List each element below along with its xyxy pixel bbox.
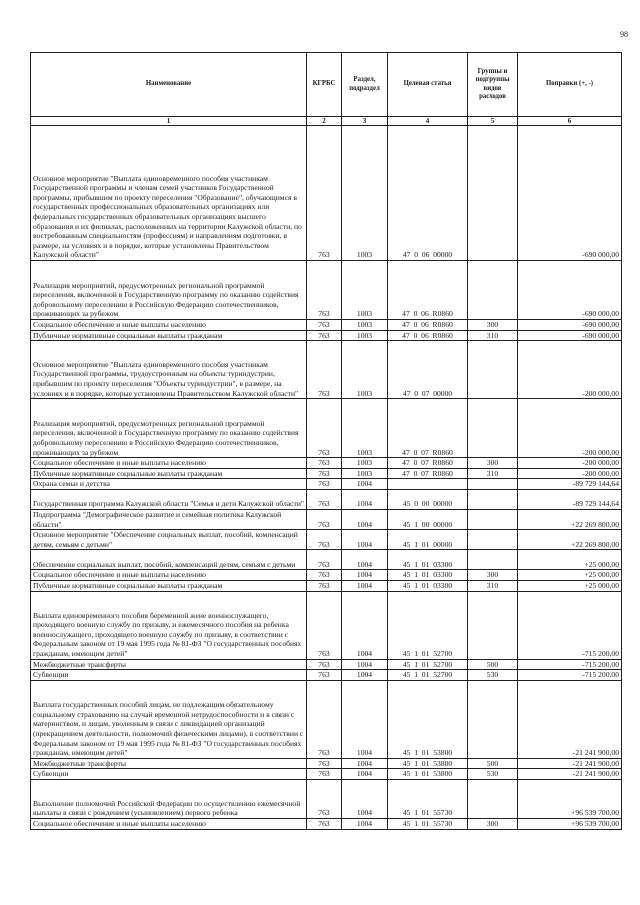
row-section: 1003 bbox=[342, 399, 388, 458]
row-group: 300 bbox=[468, 818, 518, 829]
row-section: 1004 bbox=[342, 758, 388, 769]
row-section: 1004 bbox=[342, 591, 388, 659]
row-section: 1004 bbox=[342, 530, 388, 550]
row-section: 1004 bbox=[342, 509, 388, 529]
row-section: 1004 bbox=[342, 550, 388, 570]
row-target: 47 0 07 R0860 bbox=[388, 399, 468, 458]
row-group: 530 bbox=[468, 769, 518, 780]
column-number: 4 bbox=[388, 117, 468, 126]
table-row bbox=[31, 530, 622, 550]
row-amount: -690 000,00 bbox=[518, 126, 622, 261]
row-amount: -200 000,00 bbox=[518, 399, 622, 458]
row-target: 45 1 01 52700 bbox=[388, 659, 468, 670]
table-row bbox=[31, 320, 622, 331]
column-number: 1 bbox=[31, 117, 307, 126]
row-kgrbs: 763 bbox=[307, 550, 342, 570]
row-group: 310 bbox=[468, 330, 518, 341]
row-group bbox=[468, 479, 518, 490]
row-name: Реализация мероприятий, предусмотренных региональной программой переселения, включенной в Государственную программу по оказанию содействия добровольному переселению в Российскую Федерацию соотечественников, проживающих за рубежом bbox=[31, 399, 307, 458]
table-row bbox=[31, 330, 622, 341]
row-amount: -690 000,00 bbox=[518, 320, 622, 331]
row-group: 530 bbox=[468, 670, 518, 681]
row-amount: -715 200,00 bbox=[518, 670, 622, 681]
row-kgrbs: 763 bbox=[307, 458, 342, 469]
row-target: 47 0 07 R0860 bbox=[388, 458, 468, 469]
row-group bbox=[468, 399, 518, 458]
row-name: Обеспечение социальных выплат, пособий, компенсаций детям, семьям с детьми bbox=[31, 550, 307, 570]
budget-amendments-table bbox=[30, 52, 622, 830]
row-section: 1003 bbox=[342, 320, 388, 331]
row-target: 47 0 06 00000 bbox=[388, 126, 468, 261]
row-group bbox=[468, 261, 518, 320]
row-amount: -200 000,00 bbox=[518, 341, 622, 399]
row-kgrbs: 763 bbox=[307, 489, 342, 509]
page-number: 98 bbox=[620, 30, 628, 39]
row-name: Основное мероприятие "Выплата единовременного пособия участникам Государственной программы, трудоустроенным на объекты туриндустрии, прибывшим по проекту переселения "Объекты туриндустрии", в размере, на условиях и в порядке, которые установлены Правительством Калужской области" bbox=[31, 341, 307, 399]
row-section: 1003 bbox=[342, 126, 388, 261]
row-section: 1003 bbox=[342, 458, 388, 469]
row-amount: -21 241 900,00 bbox=[518, 680, 622, 758]
row-kgrbs: 763 bbox=[307, 330, 342, 341]
row-target: 45 1 01 52700 bbox=[388, 670, 468, 681]
row-amount: +22 269 800,00 bbox=[518, 509, 622, 529]
row-group bbox=[468, 341, 518, 399]
row-name: Выплата государственных пособий лицам, не подлежащим обязательному социальному страхованию на случай временной нетрудоспособности и в связи с материнством, и лицам, уволенным в связи с ликвидацией организаций (прекращением деятельности, полномочий физическими лицами), в соответствии с Федеральным законом от 19 мая 1995 года № 81-ФЗ "О государственных пособиях гражданам, имеющим детей" bbox=[31, 680, 307, 758]
header-group: Группы и подгруппы видов расходов bbox=[468, 53, 518, 117]
row-target: 45 1 01 55730 bbox=[388, 818, 468, 829]
row-amount: -690 000,00 bbox=[518, 261, 622, 320]
row-target: 45 1 01 52700 bbox=[388, 591, 468, 659]
row-group bbox=[468, 680, 518, 758]
row-kgrbs: 763 bbox=[307, 591, 342, 659]
row-kgrbs: 763 bbox=[307, 769, 342, 780]
row-target: 47 0 06 R0860 bbox=[388, 330, 468, 341]
header-target: Целевая статья bbox=[388, 53, 468, 117]
row-group: 500 bbox=[468, 659, 518, 670]
row-amount: +22 269 800,00 bbox=[518, 530, 622, 550]
row-kgrbs: 763 bbox=[307, 468, 342, 479]
column-number: 6 bbox=[518, 117, 622, 126]
row-amount: +25 000,00 bbox=[518, 580, 622, 591]
row-section: 1003 bbox=[342, 330, 388, 341]
row-target: 45 1 01 53800 bbox=[388, 758, 468, 769]
row-kgrbs: 763 bbox=[307, 509, 342, 529]
row-kgrbs: 763 bbox=[307, 758, 342, 769]
table-row bbox=[31, 479, 622, 490]
row-kgrbs: 763 bbox=[307, 479, 342, 490]
row-name: Основное мероприятие "Выплата единовременного пособия участникам Государственной программы и членам семей участников Государственной программы, прибывшим по проекту переселения "Образование", обучающимся в государственных профессиональных образовательных организациях или федеральных государственных образовательных организациях высшего образования и их филиалах, расположенных на территории Калужской области, по востребованным специальностям (профессиям) и направлениям подготовки, в размере, на условиях и в порядке, которые установлены Правительством Калужской области" bbox=[31, 126, 307, 261]
row-target: 45 1 01 53800 bbox=[388, 680, 468, 758]
row-section: 1004 bbox=[342, 570, 388, 581]
row-section: 1004 bbox=[342, 580, 388, 591]
row-target: 45 1 01 03300 bbox=[388, 550, 468, 570]
row-group bbox=[468, 779, 518, 818]
table-row bbox=[31, 680, 622, 758]
row-amount: -690 000,00 bbox=[518, 330, 622, 341]
row-name: Публичные нормативные социальные выплаты гражданам bbox=[31, 468, 307, 479]
column-number-row bbox=[31, 117, 622, 126]
table-row bbox=[31, 580, 622, 591]
row-section: 1004 bbox=[342, 769, 388, 780]
row-section: 1003 bbox=[342, 341, 388, 399]
row-section: 1004 bbox=[342, 659, 388, 670]
row-name: Реализация мероприятий, предусмотренных региональной программой переселения, включенной в Государственную программу по оказанию содействия добровольному переселению в Российскую Федерацию соотечественников, проживающих за рубежом bbox=[31, 261, 307, 320]
row-amount: -715 200,00 bbox=[518, 591, 622, 659]
row-kgrbs: 763 bbox=[307, 261, 342, 320]
row-kgrbs: 763 bbox=[307, 126, 342, 261]
row-group bbox=[468, 550, 518, 570]
table-row bbox=[31, 489, 622, 509]
column-number: 3 bbox=[342, 117, 388, 126]
row-name: Социальное обеспечение и иные выплаты населению bbox=[31, 570, 307, 581]
table-row bbox=[31, 758, 622, 769]
row-name: Выполнение полномочий Российской Федерации по осуществлению ежемесячной выплаты в связи с рождением (усыновлением) первого ребенка bbox=[31, 779, 307, 818]
row-group: 300 bbox=[468, 570, 518, 581]
row-kgrbs: 763 bbox=[307, 399, 342, 458]
table-row bbox=[31, 509, 622, 529]
row-kgrbs: 763 bbox=[307, 530, 342, 550]
row-name: Субвенции bbox=[31, 670, 307, 681]
row-name: Субвенции bbox=[31, 769, 307, 780]
row-group bbox=[468, 489, 518, 509]
row-amount: +25 000,00 bbox=[518, 570, 622, 581]
row-section: 1004 bbox=[342, 779, 388, 818]
row-amount: +25 000,00 bbox=[518, 550, 622, 570]
row-kgrbs: 763 bbox=[307, 680, 342, 758]
row-name: Социальное обеспечение и иные выплаты населению bbox=[31, 320, 307, 331]
row-amount: -200 000,00 bbox=[518, 468, 622, 479]
row-kgrbs: 763 bbox=[307, 818, 342, 829]
row-name: Межбюджетные трансферты bbox=[31, 659, 307, 670]
row-amount: +96 539 700,00 bbox=[518, 818, 622, 829]
table-row bbox=[31, 341, 622, 399]
table-row bbox=[31, 261, 622, 320]
row-name: Подпрограмма "Демографическое развитие и семейная политика Калужской области" bbox=[31, 509, 307, 529]
row-name: Межбюджетные трансферты bbox=[31, 758, 307, 769]
row-name: Социальное обеспечение и иные выплаты населению bbox=[31, 818, 307, 829]
row-section: 1004 bbox=[342, 680, 388, 758]
row-section: 1004 bbox=[342, 489, 388, 509]
row-target: 47 0 07 00000 bbox=[388, 341, 468, 399]
table-row bbox=[31, 468, 622, 479]
table-row bbox=[31, 550, 622, 570]
row-target: 45 1 01 55730 bbox=[388, 779, 468, 818]
row-target: 47 0 06 R0860 bbox=[388, 320, 468, 331]
row-target bbox=[388, 479, 468, 490]
row-amount: -715 200,00 bbox=[518, 659, 622, 670]
table-row bbox=[31, 399, 622, 458]
row-target: 47 0 06 R0860 bbox=[388, 261, 468, 320]
row-section: 1004 bbox=[342, 670, 388, 681]
row-target: 45 1 01 03300 bbox=[388, 580, 468, 591]
header-name: Наименование bbox=[31, 53, 307, 117]
row-amount: -89 729 144,64 bbox=[518, 479, 622, 490]
row-amount: -21 241 900,00 bbox=[518, 758, 622, 769]
row-target: 45 1 00 00000 bbox=[388, 509, 468, 529]
column-number: 5 bbox=[468, 117, 518, 126]
row-section: 1004 bbox=[342, 818, 388, 829]
row-name: Основное мероприятие "Обеспечение социальных выплат, пособий, компенсаций детям, семьям с детьми" bbox=[31, 530, 307, 550]
row-kgrbs: 763 bbox=[307, 320, 342, 331]
column-number: 2 bbox=[307, 117, 342, 126]
row-amount: +96 539 700,00 bbox=[518, 779, 622, 818]
header-kgrbs: КГРБС bbox=[307, 53, 342, 117]
table-row bbox=[31, 779, 622, 818]
row-kgrbs: 763 bbox=[307, 580, 342, 591]
row-amount: -89 729 144,64 bbox=[518, 489, 622, 509]
row-kgrbs: 763 bbox=[307, 779, 342, 818]
row-name: Социальное обеспечение и иные выплаты населению bbox=[31, 458, 307, 469]
table-row bbox=[31, 126, 622, 261]
row-section: 1003 bbox=[342, 261, 388, 320]
table-row bbox=[31, 769, 622, 780]
row-name: Публичные нормативные социальные выплаты гражданам bbox=[31, 330, 307, 341]
table-row bbox=[31, 591, 622, 659]
row-section: 1003 bbox=[342, 468, 388, 479]
table-row bbox=[31, 818, 622, 829]
row-target: 45 1 01 03300 bbox=[388, 570, 468, 581]
row-group bbox=[468, 591, 518, 659]
row-group: 300 bbox=[468, 320, 518, 331]
row-amount: -200 000,00 bbox=[518, 458, 622, 469]
row-target: 47 0 07 R0860 bbox=[388, 468, 468, 479]
row-name: Выплата единовременного пособия беременной жене военнослужащего, проходящего военную службу по призыву, и ежемесячного пособия на ребенка военнослужащего, проходящего военную службу по призыву, в соответствии с Федеральным законом от 19 мая 1995 года № 81-ФЗ "О государственных пособиях гражданам, имеющим детей" bbox=[31, 591, 307, 659]
table-row bbox=[31, 670, 622, 681]
row-group: 300 bbox=[468, 458, 518, 469]
header-amount: Поправки (+, -) bbox=[518, 53, 622, 117]
table-row bbox=[31, 458, 622, 469]
row-group: 310 bbox=[468, 580, 518, 591]
row-group bbox=[468, 509, 518, 529]
row-group bbox=[468, 126, 518, 261]
row-name: Охрана семьи и детства bbox=[31, 479, 307, 490]
table-row bbox=[31, 570, 622, 581]
row-section: 1004 bbox=[342, 479, 388, 490]
row-name: Публичные нормативные социальные выплаты гражданам bbox=[31, 580, 307, 591]
row-group: 310 bbox=[468, 468, 518, 479]
row-kgrbs: 763 bbox=[307, 341, 342, 399]
row-target: 45 0 00 00000 bbox=[388, 489, 468, 509]
header-section: Раздел, подраздел bbox=[342, 53, 388, 117]
header-row bbox=[31, 53, 622, 117]
row-name: Государственная программа Калужской области "Семья и дети Калужской области" bbox=[31, 489, 307, 509]
row-target: 45 1 01 53800 bbox=[388, 769, 468, 780]
row-kgrbs: 763 bbox=[307, 570, 342, 581]
table-row bbox=[31, 659, 622, 670]
row-kgrbs: 763 bbox=[307, 670, 342, 681]
row-amount: -21 241 900,00 bbox=[518, 769, 622, 780]
row-target: 45 1 01 00000 bbox=[388, 530, 468, 550]
row-kgrbs: 763 bbox=[307, 659, 342, 670]
row-group: 500 bbox=[468, 758, 518, 769]
row-group bbox=[468, 530, 518, 550]
